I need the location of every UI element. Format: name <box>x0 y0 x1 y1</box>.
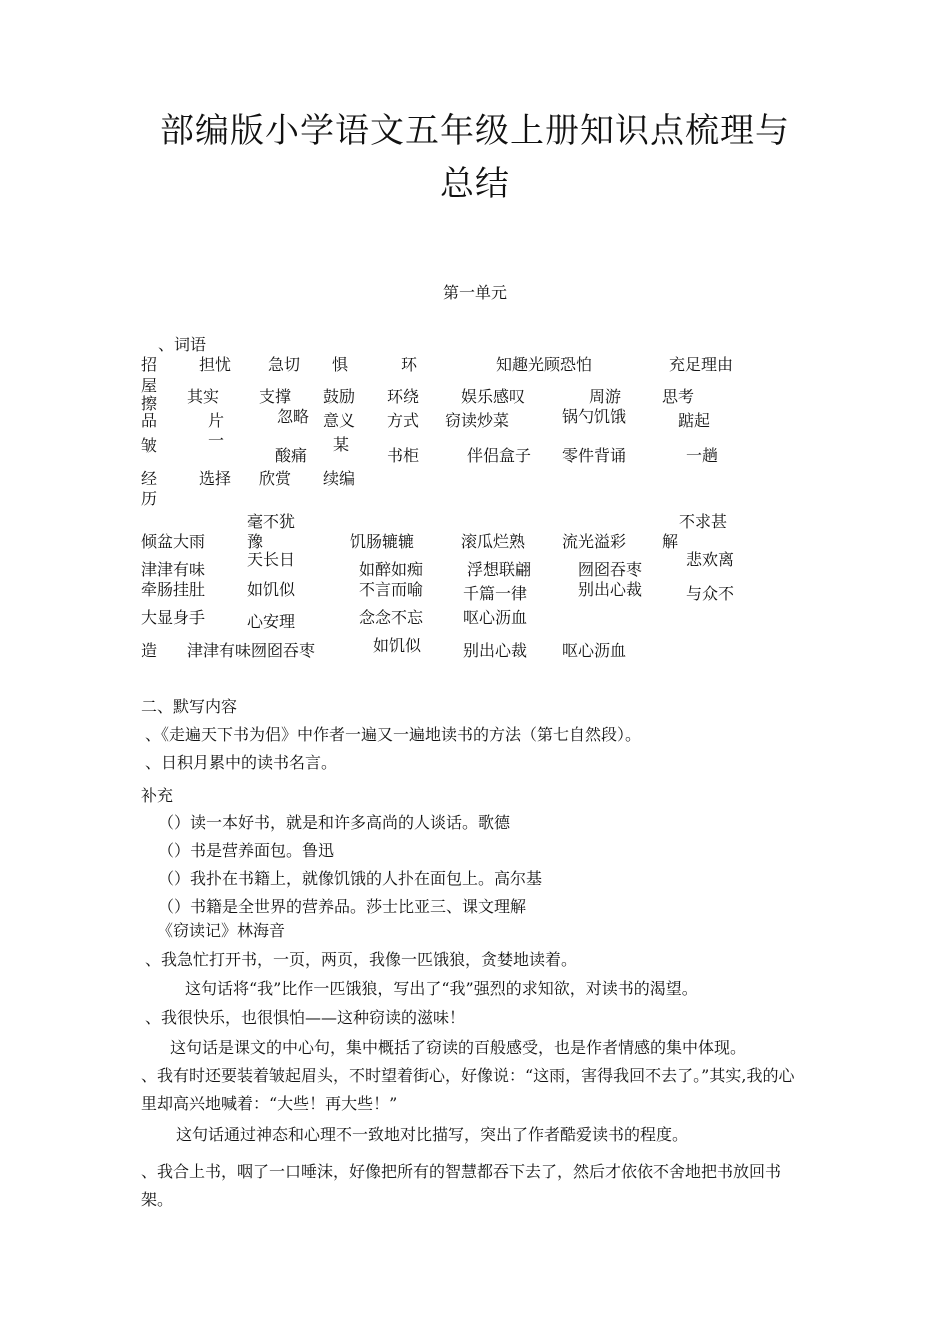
sentence-4: 、我合上书，咽了一口唾沫，好像把所有的智慧都吞下去了，然后才依依不舍地把书放回书架。 <box>141 1162 782 1209</box>
word-item: 担忧 <box>199 355 232 374</box>
word-item: 皱 <box>141 436 158 455</box>
word-item: 鼓励 <box>323 387 356 406</box>
word-item: 呕心沥血 <box>463 608 528 627</box>
word-item: 环 <box>401 355 418 374</box>
word-item: 欣赏 <box>259 469 292 488</box>
word-item: 其实 <box>187 387 220 406</box>
word-item: 造 <box>141 641 158 660</box>
word-item: 流光溢彩 <box>562 532 627 551</box>
word-item: 周游 <box>589 387 622 406</box>
word-item: 千篇一律 <box>463 584 528 603</box>
word-item: 一趟 <box>686 446 719 465</box>
word-item: 解 <box>662 532 679 551</box>
word-item: 续编 <box>323 469 356 488</box>
word-item: 支撑 <box>259 387 292 406</box>
word-item: 惧 <box>332 355 349 374</box>
word-item: 窃读炒菜 <box>445 411 510 430</box>
word-item: 浮想联翩 <box>467 560 532 579</box>
document-title-line1: 部编版小学语文五年级上册知识点梳理与 <box>160 111 790 151</box>
section2-item: 、日积月累中的读书名言。 <box>145 753 338 772</box>
word-item: 如饥似 <box>247 580 296 599</box>
quote-item: （）书是营养面包。鲁迅 <box>158 841 335 860</box>
word-item: 经 <box>141 469 158 488</box>
word-item: 伴侣盒子 <box>467 446 532 465</box>
word-item: 不言而喻 <box>359 580 424 599</box>
word-item: 津津有味囫囵吞枣 <box>187 641 316 660</box>
word-item: 忽略 <box>277 407 310 426</box>
word-item: 环绕 <box>387 387 420 406</box>
word-item: 囫囵吞枣 <box>578 560 643 579</box>
word-item: 方式 <box>387 411 420 430</box>
word-item: 品 <box>141 411 158 430</box>
word-item: 某 <box>333 435 350 454</box>
word-item: 历 <box>141 489 158 508</box>
word-item: 滚瓜烂熟 <box>461 532 526 551</box>
quote-item: （）我扑在书籍上，就像饥饿的人扑在面包上。高尔基 <box>158 869 543 888</box>
word-item: 知趣光顾恐怕 <box>496 355 593 374</box>
section1-heading: 、词语 <box>158 335 207 354</box>
word-item: 零件背诵 <box>562 446 627 465</box>
word-item: 擦 <box>141 394 158 413</box>
word-item: 津津有味 <box>141 560 206 579</box>
supplement-label: 补充 <box>141 786 174 805</box>
word-item: 别出心裁 <box>578 580 643 599</box>
word-item: 如醉如痴 <box>359 560 424 579</box>
word-item: 充足理由 <box>669 355 734 374</box>
section2-item: 、《走遍天下书为侣》中作者一遍又一遍地读书的方法（第七自然段）。 <box>145 725 642 744</box>
quote-item: （）读一本好书，就是和许多高尚的人谈话。歌德 <box>158 813 511 832</box>
word-item: 屋 <box>141 376 158 395</box>
word-item: 片 <box>208 411 225 430</box>
word-item: 娱乐感叹 <box>461 387 526 406</box>
word-item: 意义 <box>323 411 356 430</box>
word-item: 酸痛 <box>275 446 308 465</box>
word-item: 念念不忘 <box>359 608 424 627</box>
word-item: 牵肠挂肚 <box>141 580 206 599</box>
word-item: 呕心沥血 <box>562 641 627 660</box>
word-item: 豫 <box>247 532 264 551</box>
sentence-3: 、我有时还要装着皱起眉头，不时望着街心，好像说：“这雨，害得我回不去了。”其实,我的心里却高兴地喊着：“大些！再大些！” <box>141 1066 795 1113</box>
sentence-1: 、我急忙打开书，一页，两页，我像一匹饿狼，贪婪地读着。 <box>145 950 578 969</box>
word-item: 不求甚 <box>679 512 728 531</box>
word-item: 大显身手 <box>141 608 206 627</box>
word-item: 与众不 <box>686 584 735 603</box>
word-item: 踮起 <box>678 411 711 430</box>
word-item: 书柜 <box>387 446 420 465</box>
word-item: 别出心裁 <box>463 641 528 660</box>
word-item: 招 <box>141 355 158 374</box>
word-item: 锅勺饥饿 <box>562 407 627 426</box>
word-item: 选择 <box>199 469 232 488</box>
word-item: 急切 <box>268 355 301 374</box>
explanation-3: 这句话通过神态和心理不一致地对比描写，突出了作者酷爱读书的程度。 <box>176 1125 689 1144</box>
word-item: 一 <box>208 431 225 450</box>
word-item: 悲欢离 <box>686 550 735 569</box>
document-title-line2: 总结 <box>440 164 510 204</box>
word-item: 心安理 <box>247 612 296 631</box>
word-item: 天长日 <box>247 550 296 569</box>
unit-heading: 第一单元 <box>442 283 507 302</box>
word-item: 倾盆大雨 <box>141 532 206 551</box>
word-item: 思考 <box>662 387 695 406</box>
word-item: 如饥似 <box>373 636 422 655</box>
explanation-1: 这句话将“我”比作一匹饿狼，写出了“我”强烈的求知欲，对读书的渴望。 <box>185 979 698 998</box>
lesson-title: 《窃读记》林海音 <box>157 921 286 940</box>
word-item: 毫不犹 <box>247 512 296 531</box>
quote-item: （）书籍是全世界的营养品。莎士比亚三、课文理解 <box>158 897 527 916</box>
section2-heading: 二、默写内容 <box>141 697 238 716</box>
explanation-2: 这句话是课文的中心句，集中概括了窃读的百般感受，也是作者情感的集中体现。 <box>170 1038 747 1057</box>
sentence-2: 、我很快乐，也很惧怕——这种窃读的滋味！ <box>145 1008 466 1027</box>
word-item: 饥肠辘辘 <box>350 532 415 551</box>
